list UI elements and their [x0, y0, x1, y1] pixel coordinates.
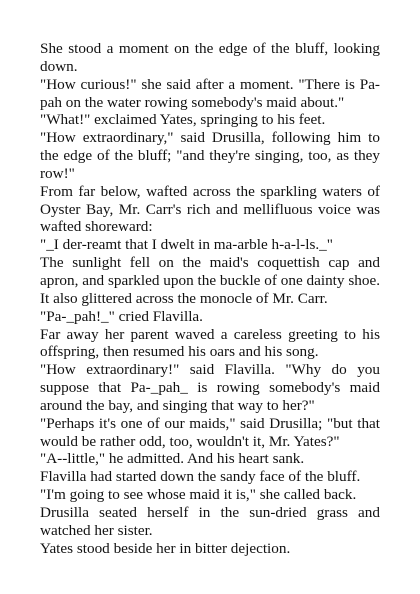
- paragraph-8: "Pa-_pah!_" cried Flavilla.: [40, 307, 203, 325]
- paragraph-7: The sunlight fell on the maid's coquettish cap and apron, and sparkled upon the buckle of one dainty shoe. It also glittered across the monocle of Mr. Carr.: [40, 254, 380, 307]
- paragraph-11: "Perhaps it's one of our maids," said Drusilla; "but that would be rather odd, too, wouldn't it, Mr. Yates?": [40, 414, 380, 450]
- paragraph-16: Yates stood beside her in bitter dejection.: [40, 539, 291, 557]
- paragraph-13: Flavilla had started down the sandy face of the bluff.: [40, 468, 361, 486]
- paragraph-2: "How curious!" she said after a moment. "There is Pa-pah on the water rowing somebody's maid about.": [40, 75, 380, 111]
- paragraph-10: "How extraordinary!" said Flavilla. "Why do you suppose that Pa-_pah_ is rowing somebody's maid around the bay, and singing that way to her?": [40, 361, 380, 414]
- document-page: [40, 40, 380, 557]
- paragraph-9: Far away her parent waved a careless greeting to his offspring, then resumed his oars and his song.: [40, 325, 380, 361]
- paragraph-4: "How extraordinary," said Drusilla, following him to the edge of the bluff; "and they're singing, too, as they row!": [40, 129, 380, 182]
- paragraph-5: From far below, wafted across the sparkling waters of Oyster Bay, Mr. Carr's rich and mellifluous voice was wafted shoreward:: [40, 182, 380, 236]
- paragraph-6: "_I der-reamt that I dwelt in ma-arble h-a-l-ls._": [40, 236, 333, 254]
- paragraph-12: "A--little," he admitted. And his heart sank.: [40, 450, 305, 468]
- paragraph-15: Drusilla seated herself in the sun-dried grass and watched her sister.: [40, 503, 380, 539]
- paragraph-1: She stood a moment on the edge of the bluff, looking down.: [40, 40, 380, 75]
- paragraph-3: "What!" exclaimed Yates, springing to his feet.: [40, 111, 326, 129]
- paragraph-14: "I'm going to see whose maid it is," she called back.: [40, 486, 357, 504]
